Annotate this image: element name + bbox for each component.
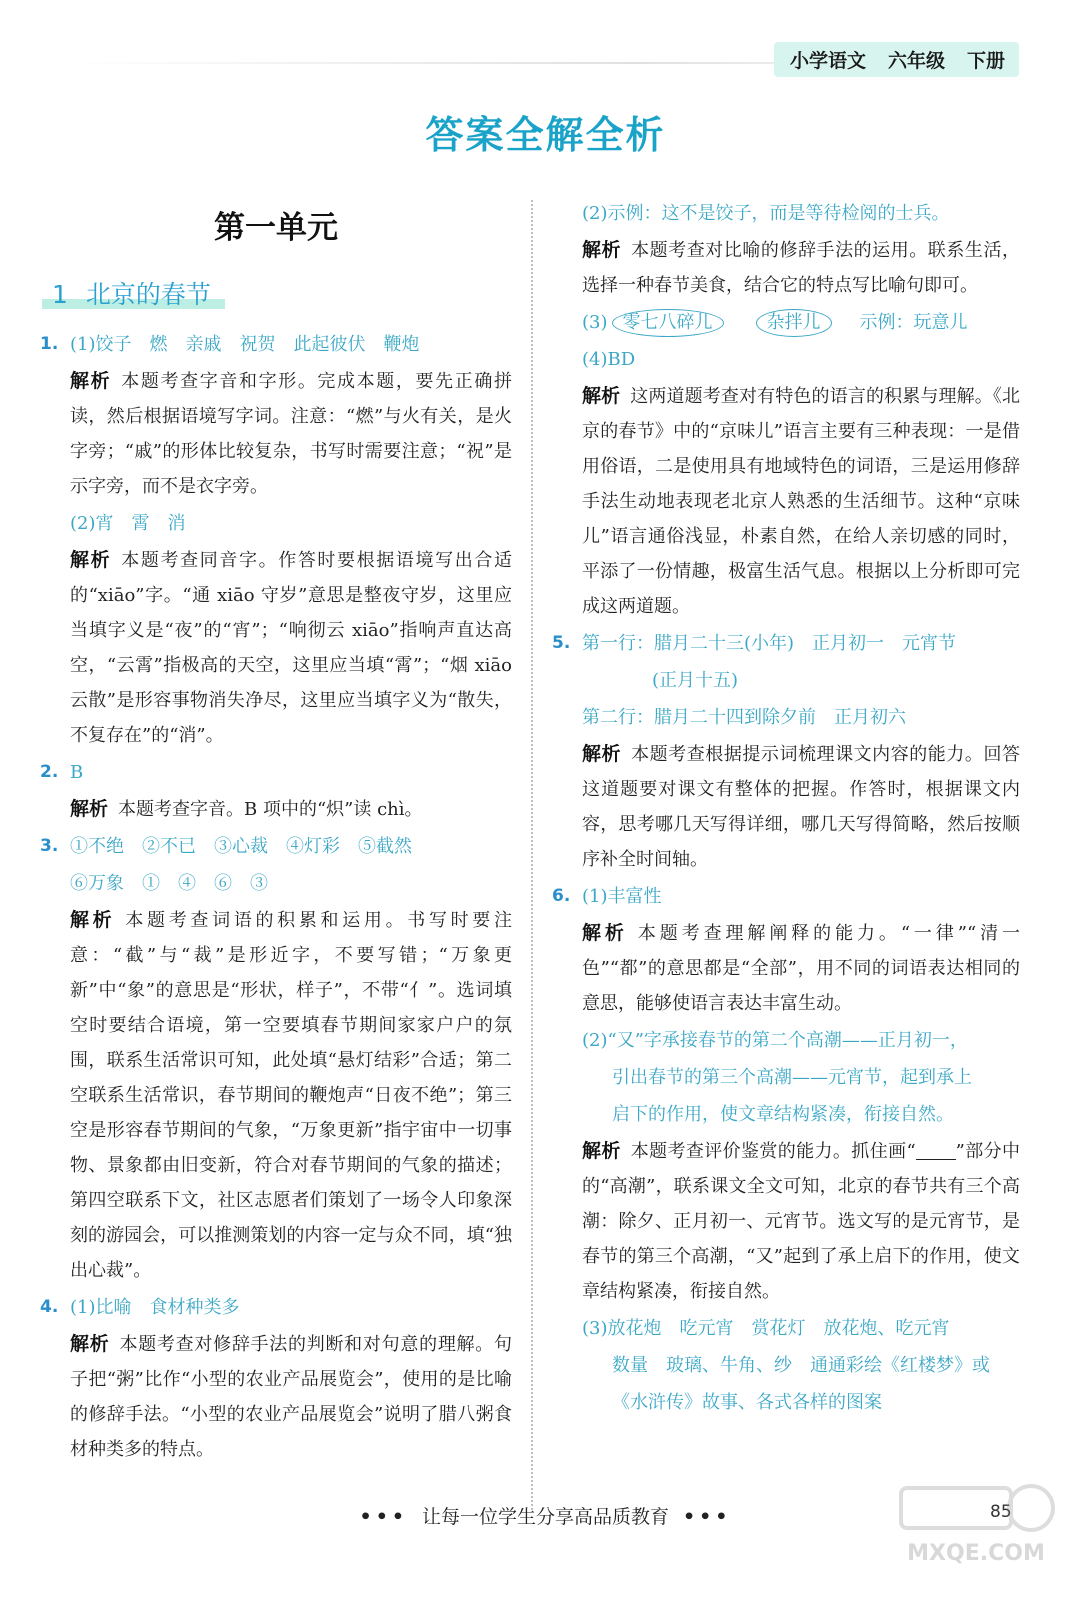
answer-text: 示例：玩意儿 (859, 312, 968, 333)
answer-text: (1)丰富性 (582, 886, 662, 907)
analysis-text: 这两道题考查对有特色的语言的积累与理解。《北京的春节》中的“京味儿”语言主要有三种表现：一是借用俗语，二是使用具有地域特色的词语，三是运用修辞手法生动地表现老北京人熟悉的生活细节。这种“京味儿”语言通俗浅显，朴素自然，在给人亲切感的同时，平添了一份情趣，极富生活气息。根据以上分析即可完成这两道题。 (582, 386, 1020, 617)
answer-4-4: (4)BD (582, 349, 636, 370)
analysis-4-1 (40, 1327, 512, 1467)
header-volume: 下册 (966, 50, 1005, 72)
analysis-text: 本题考查理解阐释的能力。“一律”“清一色”“都”的意思都是“全部”，用不同的词语表达相同的意思，能够使语言表达丰富生动。 (582, 923, 1020, 1014)
header-grade: 六年级 (887, 50, 945, 72)
answer-6-3-line2: 数量 玻璃、牛角、纱 通通彩绘《红楼梦》或 (612, 1355, 990, 1376)
answer-6-1 (552, 879, 1020, 914)
header-badge (774, 42, 1019, 77)
answer-4-3 (552, 305, 1020, 340)
analysis-text: 本题考查词语的积累和运用。书写时要注意：“截”与“裁”是形近字，不要写错；“万象更新”中“象”的意思是“形状，样子”，不带“亻”。选词填空时要结合语境，第一空要填春节期间家家户户的氛围，联系生活常识可知，此处填“悬灯结彩”合适；第二空联系生活常识，春节期间的鞭炮声“日夜不绝”；第三空是形容春节期间的气象，“万象更新”指宇宙中一切事物、景象都由旧变新，符合对春节期间的气象的描述；第四空联系下文，社区志愿者们策划了一场令人印象深刻的游园会，可以推测策划的内容一定与众不同，填“独出心裁”。 (70, 910, 512, 1281)
answer-6-2-line1: (2)“又”字承接春节的第二个高潮——正月初一， (582, 1030, 968, 1051)
unit-title: 第一单元 (214, 210, 338, 246)
question-number: 5. (552, 633, 571, 653)
circled-answer: 零七八碎儿 (612, 309, 724, 337)
question-number: 6. (552, 886, 571, 906)
analysis-label: 解析 (582, 743, 622, 765)
answer-1-1 (40, 327, 512, 362)
column-divider (531, 200, 533, 1510)
lesson-heading (42, 275, 225, 311)
answer-text: ①不绝 ②不已 ③心裁 ④灯彩 ⑤截然 (70, 836, 412, 857)
circled-answer: 杂拌儿 (756, 309, 832, 337)
analysis-label: 解析 (582, 1140, 621, 1162)
answer-3-line2: ⑥万象 ① ④ ⑥ ③ (70, 873, 268, 894)
lesson-number: 1 (52, 280, 68, 309)
footer-slogan: 让每一位学生分享高品质教育 (421, 1506, 669, 1528)
watermark-circle (1009, 1486, 1053, 1530)
analysis-1-1 (40, 364, 512, 504)
analysis-label: 解析 (582, 239, 622, 261)
analysis-4-3 (552, 379, 1020, 624)
analysis-label: 解析 (70, 798, 109, 820)
analysis-text: 本题考查根据提示词梳理课文内容的能力。回答这道题要对课文有整体的把握。作答时，根据课文内容，思考哪几天写得详细，哪几天写得简略，然后按顺序补全时间轴。 (582, 744, 1020, 870)
analysis-label: 解析 (70, 370, 112, 392)
answer-text: 第一行：腊月二十三(小年) 正月初一 元宵节 (582, 633, 957, 654)
question-number: 2. (40, 762, 59, 782)
page-number: 85 (990, 1502, 1012, 1522)
analysis-1-2 (40, 543, 512, 753)
answer-prefix: (3) (582, 312, 608, 333)
watermark-box (901, 1488, 1011, 1528)
answer-4-1 (40, 1290, 512, 1325)
page-title: 答案全解全析 (425, 113, 666, 157)
question-number: 3. (40, 836, 59, 856)
answer-4-2: (2)示例：这不是饺子，而是等待检阅的士兵。 (582, 203, 950, 224)
analysis-label: 解析 (582, 922, 628, 944)
header-subject: 小学语文 (789, 50, 866, 72)
watermark-logo (891, 1478, 1061, 1570)
answer-5-line2: 第二行：腊月二十四到除夕前 正月初六 (582, 707, 906, 728)
left-column (40, 196, 512, 1467)
question-number: 4. (40, 1297, 59, 1317)
footer-dots-right: ••• (683, 1506, 732, 1528)
answer-6-2-line2: 引出春节的第三个高潮——元宵节，起到承上 (612, 1067, 972, 1088)
analysis-label: 解析 (70, 1333, 110, 1355)
answer-3-line1 (40, 829, 512, 864)
analysis-label: 解析 (70, 909, 116, 931)
watermark-text: MXQE.COM (907, 1541, 1045, 1566)
analysis-text-post: ”部分中的“高潮”，联系课文全文可知，北京的春节共有三个高潮：除夕、正月初一、元宵节。选文写的是元宵节，是春节的第三个高潮，“又”起到了承上启下的作用，使文章结构紧凑，衔接自然。 (582, 1141, 1020, 1302)
analysis-text: 本题考查字音和字形。完成本题，要先正确拼读，然后根据语境写字词。注意：“燃”与火有关，是火字旁；“戚”的形体比较复杂，书写时需要注意；“祝”是示字旁，而不是衣字旁。 (70, 371, 512, 497)
analysis-3 (40, 903, 512, 1288)
footer-dots-left: ••• (359, 1506, 408, 1528)
answer-1-2: (2)宵 霄 消 (70, 513, 186, 534)
right-column (552, 196, 1020, 1420)
answer-6-3-line3: 《水浒传》故事、各式各样的图案 (612, 1392, 882, 1413)
answer-text: (1)比喻 食材种类多 (70, 1297, 240, 1318)
answer-text: (1)饺子 燃 亲戚 祝贺 此起彼伏 鞭炮 (70, 334, 420, 355)
analysis-4-2 (552, 233, 1020, 303)
analysis-text-pre: 本题考查评价鉴赏的能力。抓住画“ (630, 1141, 916, 1162)
answer-2 (40, 755, 512, 790)
analysis-label: 解析 (70, 549, 112, 571)
analysis-6-2 (552, 1134, 1020, 1309)
analysis-5 (552, 737, 1020, 877)
lesson-name: 北京的春节 (85, 280, 211, 309)
answer-5-line1 (552, 626, 1020, 661)
analysis-6-1 (552, 916, 1020, 1021)
analysis-label: 解析 (582, 385, 621, 407)
underline-blank (916, 1145, 956, 1160)
question-number: 1. (40, 334, 59, 354)
analysis-text: 本题考查同音字。作答时要根据语境写出合适的“xiāo”字。“通 xiāo 守岁”意思是整夜守岁，这里应当填字义是“夜”的“宵”；“响彻云 xiāo”指响声直达高空，“云霄”指极高的天空，这里应当填“霄”；“烟 xiāo 云散”是形容事物消失净尽，这里应当填字义为“散失，不复存在”的“消”。 (70, 550, 512, 746)
analysis-text: 本题考查对修辞手法的判断和对句意的理解。句子把“粥”比作“小型的农业产品展览会”，使用的是比喻的修辞手法。“小型的农业产品展览会”说明了腊八粥食材种类多的特点。 (70, 1334, 512, 1460)
analysis-text: 本题考查对比喻的修辞手法的运用。联系生活，选择一种春节美食，结合它的特点写比喻句即可。 (582, 240, 1020, 296)
answer-6-3-line1: (3)放花炮 吃元宵 赏花灯 放花炮、吃元宵 (582, 1318, 950, 1339)
analysis-text: 本题考查字音。B 项中的“炽”读 chì。 (118, 799, 423, 820)
answer-6-2-line3: 启下的作用，使文章结构紧凑，衔接自然。 (612, 1104, 954, 1125)
analysis-2 (40, 792, 512, 827)
answer-5-line1b: (正月十五) (652, 670, 739, 691)
answer-text: B (70, 762, 84, 783)
